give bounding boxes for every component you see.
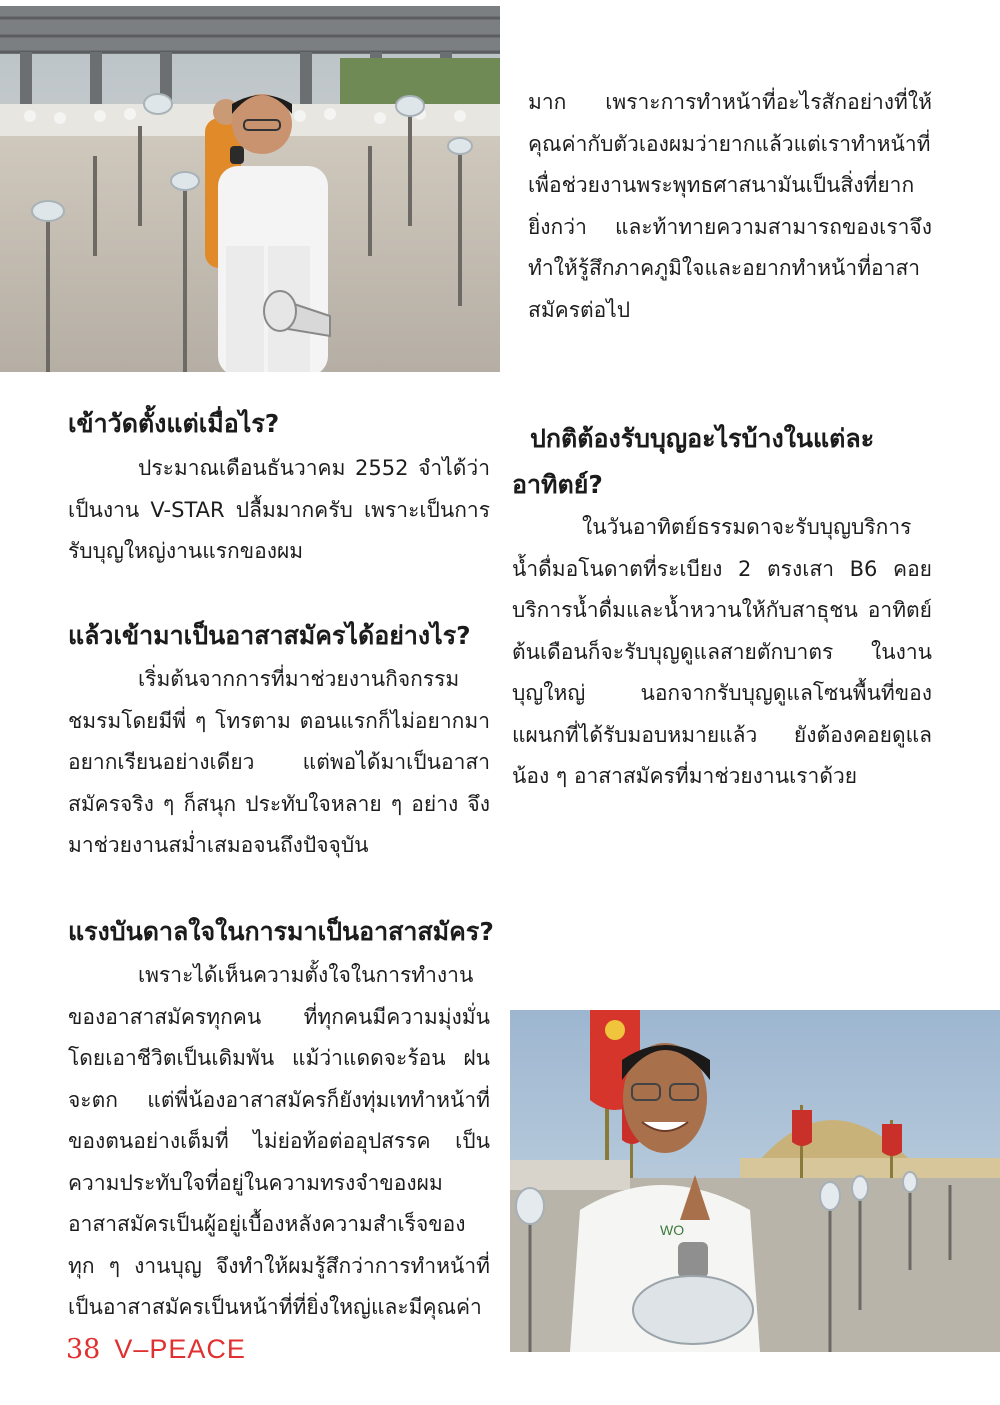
question-heading-1: เข้าวัดตั้งแต่เมื่อไร? xyxy=(68,409,280,438)
photo-volunteer-megaphone xyxy=(0,6,500,372)
answer-paragraph-1: ประมาณเดือนธันวาคม 2552 จำได้ว่าเป็นงาน V-STAR ปลื้มมากครับ เพราะเป็นการรับบุญใหญ่งานแรกของผม xyxy=(68,456,490,563)
svg-text:WO: WO xyxy=(660,1222,685,1238)
question-heading-4-line2: อาทิตย์? xyxy=(512,470,603,499)
question-heading-3: แรงบันดาลใจในการมาเป็นอาสาสมัคร? xyxy=(68,917,494,946)
page-footer xyxy=(66,1334,246,1365)
answer-paragraph-2: เริ่มต้นจากการที่มาช่วยงานกิจกรรมชมรมโดยมีพี่ ๆ โทรตาม ตอนแรกก็ไม่อยากมาอยากเรียนอย่างเดียว แต่พอได้มาเป็นอาสาสมัครจริง ๆ ก็สนุก ประทับใจหลาย ๆ อย่าง จึงมาช่วยงานสม่ำเสมอจนถึงปัจจุบัน xyxy=(68,667,490,857)
question-heading-4-line1: ปกติต้องรับบุญอะไรบ้างในแต่ละ xyxy=(530,424,875,453)
answer-paragraph-4: ในวันอาทิตย์ธรรมดาจะรับบุญบริการน้ำดื่มอโนดาตที่ระเบียง 2 ตรงเสา B6 คอยบริการน้ำดื่มและน้ำหวานให้กับสาธุชน อาทิตย์ต้นเดือนก็จะรับบุญดูแลสายตักบาตร ในงานบุญใหญ่ นอกจากรับบุญดูแลโซนพื้นที่ของแผนกที่ได้รับมอบหมายแล้ว ยังต้องคอยดูแลน้อง ๆ อาสาสมัครที่มาช่วยงานเราด้วย xyxy=(512,515,932,788)
photo-smiling-volunteer xyxy=(510,1010,1000,1352)
magazine-name: V–PEACE xyxy=(114,1334,246,1364)
answer-paragraph-3: เพราะได้เห็นความตั้งใจในการทำงานของอาสาสมัครทุกคน ที่ทุกคนมีความมุ่งมั่นโดยเอาชีวิตเป็นเดิมพัน แม้ว่าแดดจะร้อน ฝนจะตก แต่พี่น้องอาสาสมัครก็ยังทุ่มเททำหน้าที่ของตนอย่างเต็มที่ ไม่ย่อท้อต่ออุปสรรค เป็นความประทับใจที่อยู่ในความทรงจำของผม อาสาสมัครเป็นผู้อยู่เบื้องหลังความสำเร็จของทุก ๆ งานบุญ จึงทำให้ผมรู้สึกว่าการทำหน้าที่เป็นอาสาสมัครเป็นหน้าที่ที่ยิ่งใหญ่และมีคุณค่า xyxy=(68,963,490,1319)
question-heading-2: แล้วเข้ามาเป็นอาสาสมัครได้อย่างไร? xyxy=(68,621,471,650)
page-number: 38 xyxy=(66,1334,101,1365)
intro-paragraph: มาก เพราะการทำหน้าที่อะไรสักอย่างที่ให้คุณค่ากับตัวเองผมว่ายากแล้วแต่เราทำหน้าที่เพื่อช่วยงานพระพุทธศาสนามันเป็นสิ่งที่ยากยิ่งกว่า และท้าทายความสามารถของเราจึงทำให้รู้สึกภาคภูมิใจและอยากทำหน้าที่อาสาสมัครต่อไป xyxy=(528,90,932,322)
